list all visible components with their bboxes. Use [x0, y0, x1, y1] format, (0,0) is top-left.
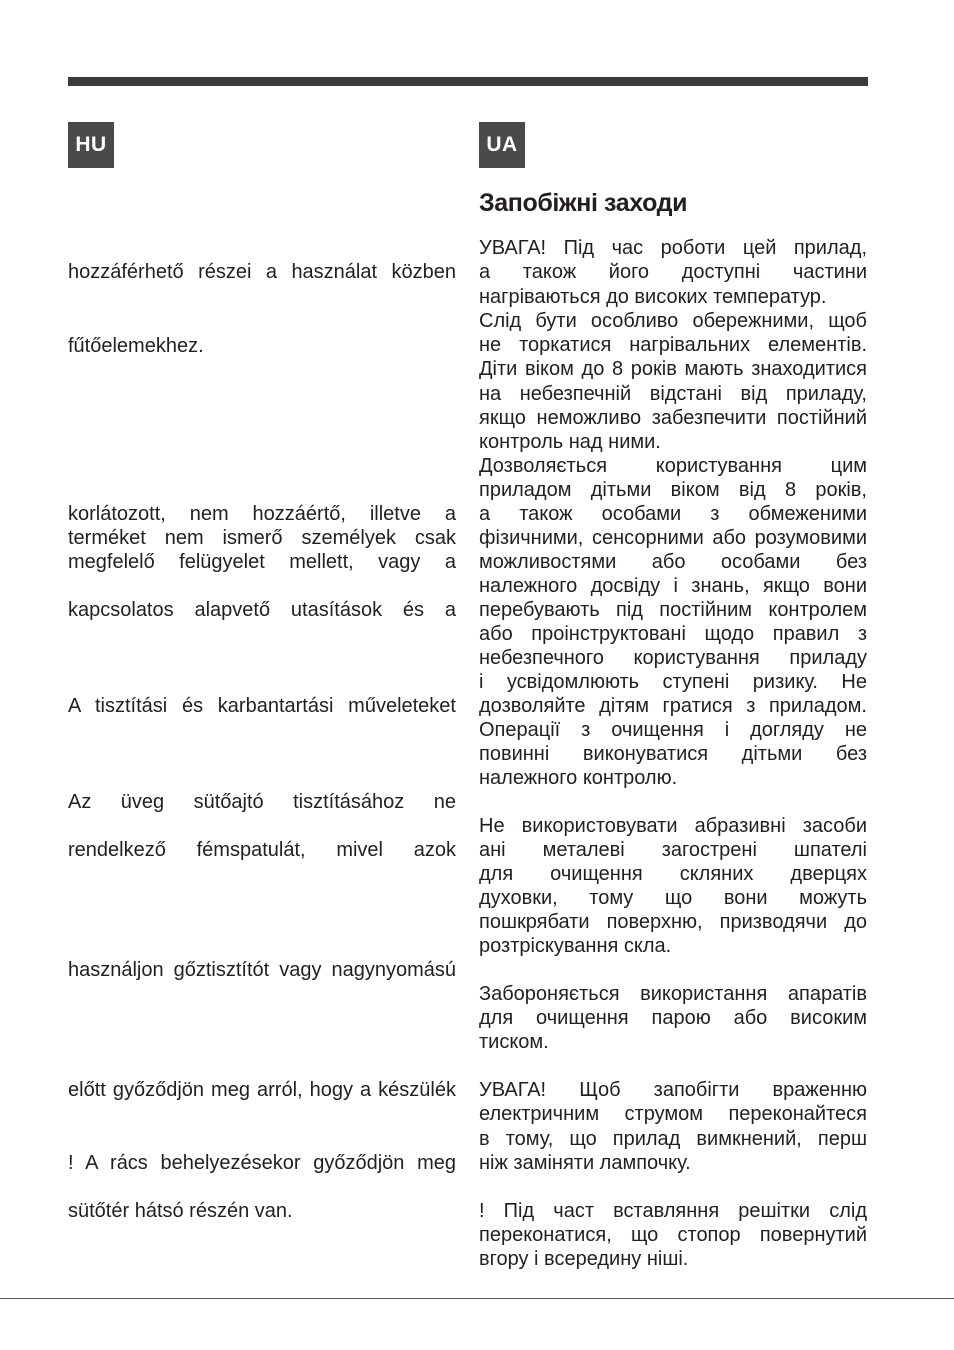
ua-text-line: фізичними, сенсорними або розумовими	[479, 527, 867, 549]
ua-text-line: ніж заміняти лампочку.	[479, 1152, 691, 1174]
hu-text-line: terméket nem ismerő személyek csak	[68, 527, 456, 549]
ua-text-line: УВАГА! Під час роботи цей прилад,	[479, 237, 867, 259]
hu-text-line: ! A rács behelyezésekor győződjön meg	[68, 1152, 456, 1174]
ua-text-line: не торкатися нагрівальних елементів.	[479, 334, 867, 356]
ua-text-line: належного контролю.	[479, 767, 678, 789]
bottom-rule	[0, 1298, 954, 1299]
ua-text-line: на небезпечній відстані від приладу,	[479, 383, 867, 405]
ua-text-line: Діти віком до 8 років мають знаходитися	[479, 358, 867, 380]
ua-text-line: пошкрябати поверхню, призводячи до	[479, 911, 867, 933]
hu-text-line: A tisztítási és karbantartási műveleteket	[68, 695, 456, 717]
top-rule	[68, 77, 868, 86]
hu-text-line: használjon gőztisztítót vagy nagynyomású	[68, 959, 456, 981]
ua-text-line: Операції з очищення і догляду не	[479, 719, 867, 741]
ua-text-line: якщо неможливо забезпечити постійний	[479, 407, 867, 429]
hu-text-line: fűtőelemekhez.	[68, 335, 204, 357]
hu-text-line: Az üveg sütőajtó tisztításához ne	[68, 791, 456, 813]
ua-text-line: УВАГА! Щоб запобігти враженню	[479, 1079, 867, 1101]
ua-text-line: Дозволяється користування цим	[479, 455, 867, 477]
hu-text-line: sütőtér hátsó részén van.	[68, 1200, 293, 1222]
ua-text-line: для очищення скляних дверцях	[479, 863, 867, 885]
ua-text-line: ані металеві загострені шпателі	[479, 839, 867, 861]
ua-text-line: для очищення парою або високим	[479, 1007, 867, 1029]
hu-text-line: megfelelő felügyelet mellett, vagy a	[68, 551, 456, 573]
ua-text-line: і усвідомлюють ступені ризику. Не	[479, 671, 867, 693]
ua-text-line: повинні виконуватися дітьми без	[479, 743, 867, 765]
ua-text-line: Не використовувати абразивні засоби	[479, 815, 867, 837]
ua-text-line: належного досвіду і знань, якщо вони	[479, 575, 867, 597]
language-badge-hu: HU	[68, 122, 114, 168]
hu-text-line: előtt győződjön meg arról, hogy a készülék	[68, 1079, 456, 1101]
ua-text-line: приладом дітьми віком від 8 років,	[479, 479, 867, 501]
hu-text-line: korlátozott, nem hozzáértő, illetve a	[68, 503, 456, 525]
ua-text-line: нагріваються до високих температур.	[479, 286, 827, 308]
ua-text-line: дозволяйте дітям гратися з приладом.	[479, 695, 867, 717]
ua-text-line: або проінструктовані щодо правил з	[479, 623, 867, 645]
ua-text-line: контроль над ними.	[479, 431, 661, 453]
hu-text-line: rendelkező fémspatulát, mivel azok	[68, 839, 456, 861]
ua-text-line: тиском.	[479, 1031, 549, 1053]
section-heading-ua: Запобіжні заходи	[479, 189, 688, 217]
ua-text-line: електричним струмом переконайтеся	[479, 1103, 867, 1125]
ua-text-line: Слід бути особливо обережними, щоб	[479, 310, 867, 332]
ua-text-line: розтріскування скла.	[479, 935, 672, 957]
ua-text-line: ! Під част вставляння решітки слід	[479, 1200, 867, 1222]
ua-text-line: а також особами з обмеженими	[479, 503, 867, 525]
language-badge-ua: UA	[479, 122, 525, 168]
ua-text-line: переконатися, що стопор повернутий	[479, 1224, 867, 1246]
ua-text-line: в тому, що прилад вимкнений, перш	[479, 1128, 867, 1150]
ua-text-line: Забороняється використання апаратів	[479, 983, 867, 1005]
ua-text-line: перебувають під постійним контролем	[479, 599, 867, 621]
ua-text-line: небезпечного користування приладу	[479, 647, 867, 669]
hu-text-line: kapcsolatos alapvető utasítások és a	[68, 599, 456, 621]
ua-text-line: вгору і всередину ніші.	[479, 1248, 689, 1270]
ua-text-line: а також його доступні частини	[479, 261, 867, 283]
ua-text-line: можливостями або особами без	[479, 551, 867, 573]
ua-text-line: духовки, тому що вони можуть	[479, 887, 867, 909]
hu-text-line: hozzáférhető részei a használat közben	[68, 261, 456, 283]
